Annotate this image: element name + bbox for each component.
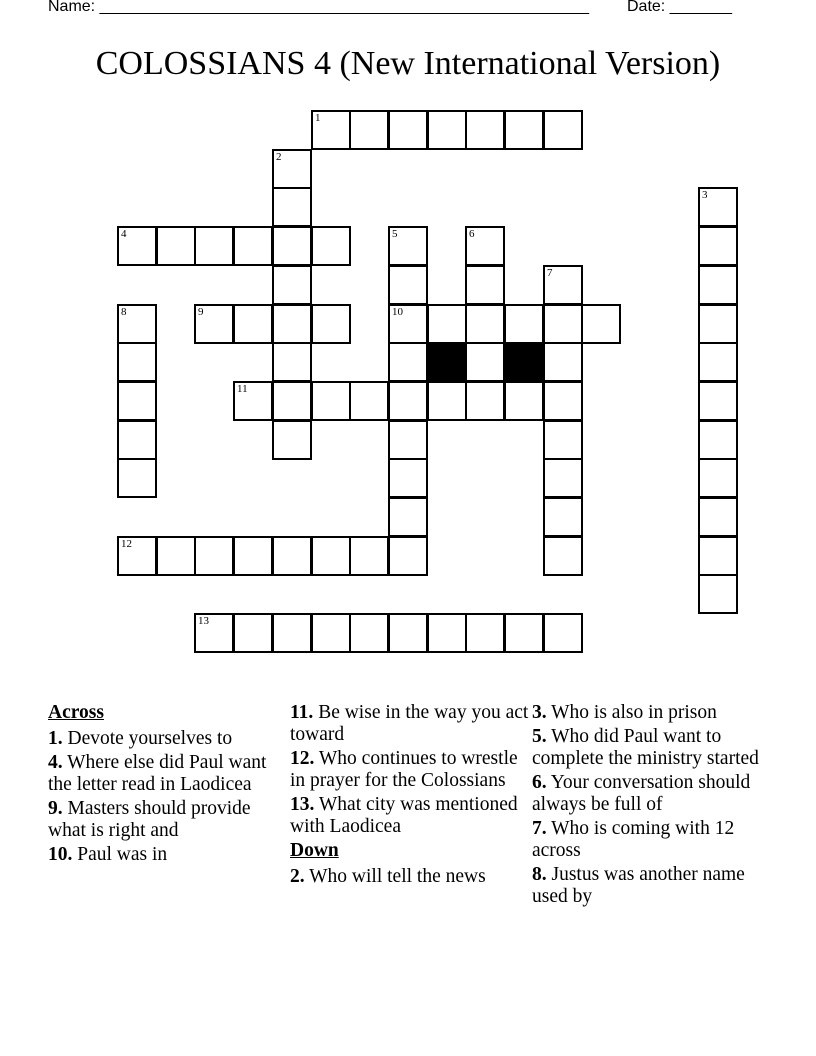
grid-cell[interactable] (698, 265, 738, 305)
grid-cell[interactable] (311, 110, 351, 150)
clue-number: 3. (532, 702, 547, 723)
grid-cell[interactable] (465, 381, 505, 421)
grid-cell[interactable] (272, 265, 312, 305)
grid-cell[interactable] (427, 613, 467, 653)
clue-text: Who did Paul want to complete the ministry started (532, 726, 759, 769)
grid-cell[interactable] (117, 458, 157, 498)
grid-cell[interactable] (233, 536, 273, 576)
across-heading: Across (48, 702, 104, 723)
clue-down-5 (532, 726, 772, 770)
grid-cell[interactable] (272, 149, 312, 189)
clue-down-2 (290, 866, 530, 888)
grid-cell[interactable] (349, 613, 389, 653)
grid-cell[interactable] (504, 613, 544, 653)
grid-cell[interactable] (349, 381, 389, 421)
clue-number-label: 6 (469, 228, 475, 240)
clue-number-label: 9 (198, 306, 204, 318)
grid-cell[interactable] (388, 458, 428, 498)
grid-cell[interactable] (194, 226, 234, 266)
clue-across-4 (48, 752, 286, 796)
grid-cell[interactable] (543, 110, 583, 150)
clue-across-9 (48, 798, 286, 842)
page-title: COLOSSIANS 4 (New International Version) (95, 45, 721, 82)
clue-number: 13. (290, 794, 315, 815)
grid-cell[interactable] (698, 497, 738, 537)
clue-number: 10. (48, 844, 73, 865)
grid-cell[interactable] (233, 226, 273, 266)
clue-text: Paul was in (72, 844, 168, 865)
grid-cell[interactable] (427, 110, 467, 150)
clue-text: Be wise in the way you act toward (290, 702, 529, 745)
clue-text: Who is also in prison (546, 702, 717, 723)
grid-cell[interactable] (504, 110, 544, 150)
grid-cell[interactable] (349, 110, 389, 150)
grid-cell[interactable] (194, 536, 234, 576)
clue-number-label: 4 (121, 228, 127, 240)
grid-cell[interactable] (465, 226, 505, 266)
clue-number: 9. (48, 798, 63, 819)
grid-block (427, 342, 467, 382)
date-field: Date: _______ (627, 0, 732, 15)
grid-cell[interactable] (117, 342, 157, 382)
grid-cell[interactable] (581, 304, 621, 344)
grid-cell[interactable] (698, 304, 738, 344)
clues-column-1 (48, 702, 286, 868)
grid-cell[interactable] (194, 304, 234, 344)
clue-text: Who is coming with 12 across (532, 818, 735, 861)
clue-down-7 (532, 818, 772, 862)
clue-number-label: 1 (315, 112, 321, 124)
grid-cell[interactable] (388, 613, 428, 653)
grid-cell[interactable] (311, 381, 351, 421)
grid-cell[interactable] (543, 536, 583, 576)
grid-block (504, 342, 544, 382)
grid-cell[interactable] (233, 381, 273, 421)
clues-column-2 (290, 702, 530, 890)
grid-cell[interactable] (504, 304, 544, 344)
grid-cell[interactable] (698, 381, 738, 421)
clue-number-label: 7 (547, 267, 553, 279)
grid-cell[interactable] (117, 420, 157, 460)
grid-cell[interactable] (311, 304, 351, 344)
clue-across-10 (48, 844, 286, 866)
grid-cell[interactable] (388, 497, 428, 537)
clue-number-label: 2 (276, 151, 282, 163)
clue-number: 1. (48, 728, 63, 749)
clue-text: Who continues to wrestle in prayer for the Colossians (290, 748, 518, 791)
grid-cell[interactable] (427, 304, 467, 344)
grid-cell[interactable] (698, 226, 738, 266)
grid-cell[interactable] (272, 304, 312, 344)
grid-cell[interactable] (117, 381, 157, 421)
grid-cell[interactable] (272, 381, 312, 421)
clue-text: Devote yourselves to (62, 728, 233, 749)
grid-cell[interactable] (194, 613, 234, 653)
clue-number-label: 3 (702, 189, 708, 201)
clue-number: 8. (532, 864, 547, 885)
down-heading: Down (290, 840, 339, 861)
grid-cell[interactable] (698, 536, 738, 576)
clue-down-6 (532, 772, 772, 816)
grid-cell[interactable] (543, 381, 583, 421)
grid-cell[interactable] (272, 420, 312, 460)
clue-text: What city was mentioned with Laodicea (290, 794, 518, 837)
clues-column-3 (532, 702, 772, 910)
grid-cell[interactable] (543, 420, 583, 460)
grid-cell[interactable] (388, 226, 428, 266)
clue-number: 2. (290, 866, 305, 887)
grid-cell[interactable] (272, 613, 312, 653)
clue-text: Your conversation should always be full of (532, 772, 751, 815)
grid-cell[interactable] (465, 304, 505, 344)
grid-cell[interactable] (272, 187, 312, 227)
clue-across-11 (290, 702, 530, 746)
clue-number: 12. (290, 748, 315, 769)
grid-cell[interactable] (272, 536, 312, 576)
grid-cell[interactable] (117, 226, 157, 266)
grid-cell[interactable] (543, 497, 583, 537)
grid-cell[interactable] (427, 381, 467, 421)
clue-down-3 (532, 702, 772, 724)
clue-across-13 (290, 794, 530, 838)
grid-cell[interactable] (272, 226, 312, 266)
grid-cell[interactable] (543, 265, 583, 305)
grid-cell[interactable] (311, 536, 351, 576)
clue-number-label: 11 (237, 383, 248, 395)
grid-cell[interactable] (388, 110, 428, 150)
name-field: Name: _______________________________________________________ (48, 0, 589, 15)
grid-cell[interactable] (388, 342, 428, 382)
grid-cell[interactable] (543, 458, 583, 498)
clue-number: 5. (532, 726, 547, 747)
clue-number-label: 8 (121, 306, 127, 318)
grid-cell[interactable] (504, 381, 544, 421)
clue-across-1 (48, 728, 286, 750)
clue-text: Who will tell the news (304, 866, 486, 887)
clue-number: 4. (48, 752, 63, 773)
grid-cell[interactable] (117, 536, 157, 576)
clue-text: Masters should provide what is right and (48, 798, 251, 841)
clue-number-label: 5 (392, 228, 398, 240)
clue-number: 7. (532, 818, 547, 839)
grid-cell[interactable] (698, 420, 738, 460)
grid-cell[interactable] (465, 613, 505, 653)
grid-cell[interactable] (465, 342, 505, 382)
grid-cell[interactable] (388, 304, 428, 344)
clue-number: 11. (290, 702, 314, 723)
grid-cell[interactable] (388, 536, 428, 576)
grid-cell[interactable] (233, 613, 273, 653)
grid-cell[interactable] (233, 304, 273, 344)
grid-cell[interactable] (349, 536, 389, 576)
clue-text: Where else did Paul want the letter read in Laodicea (48, 752, 267, 795)
grid-cell[interactable] (388, 265, 428, 305)
grid-cell[interactable] (388, 381, 428, 421)
grid-cell[interactable] (465, 265, 505, 305)
clue-number: 6. (532, 772, 547, 793)
clue-down-8 (532, 864, 772, 908)
grid-cell[interactable] (311, 613, 351, 653)
grid-cell[interactable] (543, 342, 583, 382)
grid-cell[interactable] (543, 613, 583, 653)
grid-cell[interactable] (388, 420, 428, 460)
clue-number-label: 13 (198, 615, 209, 627)
grid-cell[interactable] (156, 226, 196, 266)
clue-text: Justus was another name used by (532, 864, 745, 907)
grid-cell[interactable] (156, 536, 196, 576)
clue-across-12 (290, 748, 530, 792)
grid-cell[interactable] (698, 187, 738, 227)
grid-cell[interactable] (465, 110, 505, 150)
clue-number-label: 10 (392, 306, 403, 318)
grid-cell[interactable] (117, 304, 157, 344)
grid-cell[interactable] (272, 342, 312, 382)
grid-cell[interactable] (698, 342, 738, 382)
grid-cell[interactable] (543, 304, 583, 344)
grid-cell[interactable] (311, 226, 351, 266)
grid-cell[interactable] (698, 458, 738, 498)
clue-number-label: 12 (121, 538, 132, 550)
grid-cell[interactable] (698, 574, 738, 614)
